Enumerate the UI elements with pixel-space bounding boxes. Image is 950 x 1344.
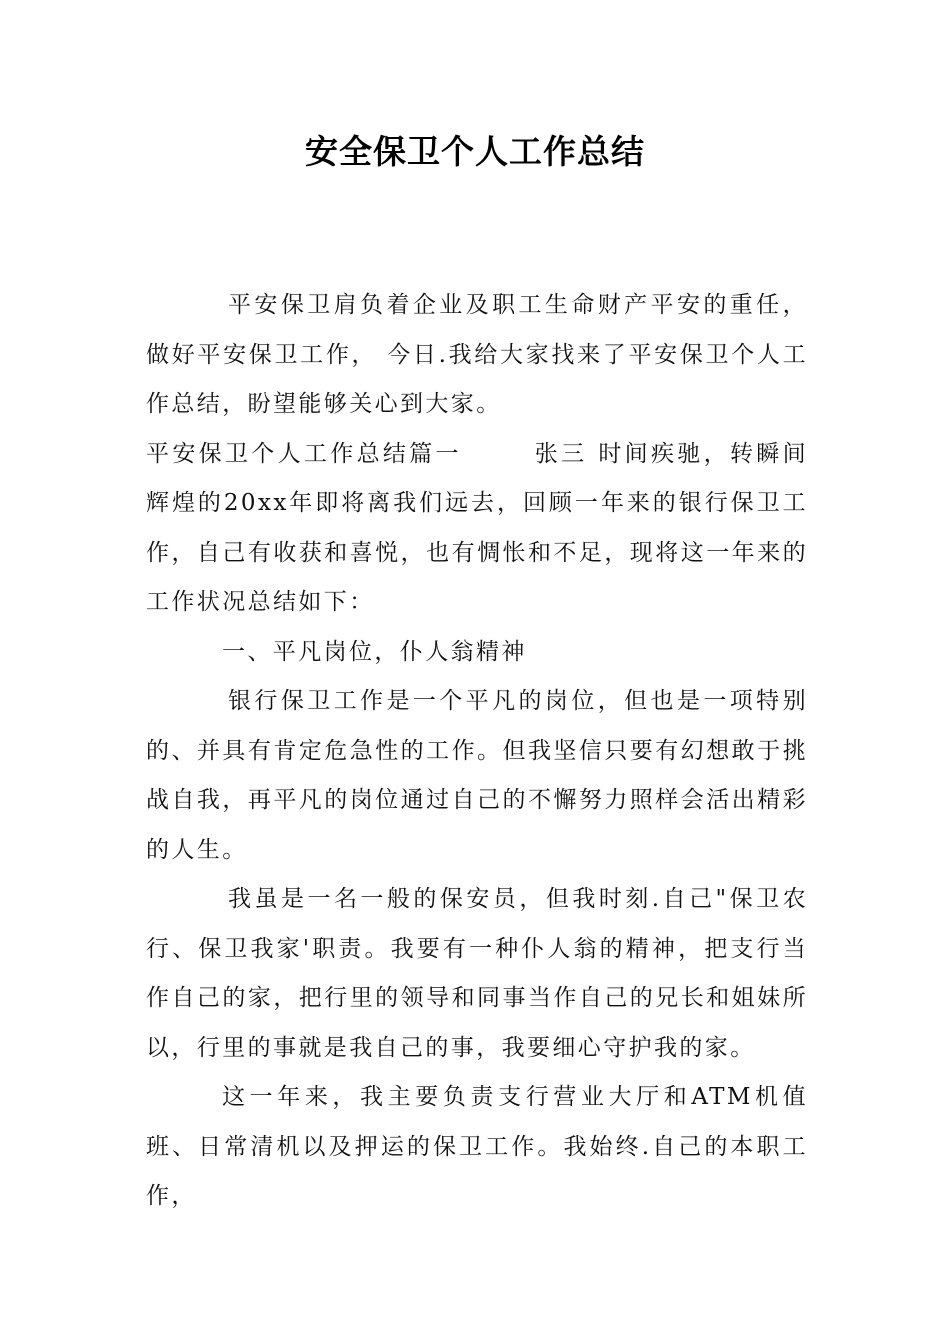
section-heading: 一、平凡岗位，仆人翁精神 <box>222 638 527 665</box>
opening-paragraph: 时间疾驰，转瞬间辉煌的20xx年即将离我们远去，回顾一年来的银行保卫工作，自己有收获和喜悦，也有惆怅和不足，现将这一年来的工作状况总结如下： <box>146 440 808 615</box>
body-paragraph-3: 这一年来，我主要负责支行营业大厅和ATM机值班、日常清机以及押运的保卫工作。我始终.自己的本职工作， <box>146 1084 808 1209</box>
article-heading-line <box>146 430 808 628</box>
article-heading: 平安保卫个人工作总结篇一 <box>146 440 462 467</box>
author-name: 张三 <box>533 440 588 467</box>
body-paragraph-1: 银行保卫工作是一个平凡的岗位，但也是一项特别的、并具有肯定危急性的工作。但我坚信只要有幻想敢于挑战自我，再平凡的岗位通过自己的不懈努力照样会活出精彩的人生。 <box>146 688 808 863</box>
body-paragraph-2: 我虽是一名一般的保安员，但我时刻.自己"保卫农行、保卫我家'职责。我要有一种仆人翁的精神，把支行当作自己的家，把行里的领导和同事当作自己的兄长和姐妹所以，行里的事就是我自己的事，我要细心守护我的家。 <box>146 886 808 1061</box>
document-body <box>146 281 808 1222</box>
document-title: 安全保卫个人工作总结 <box>305 132 645 171</box>
intro-paragraph: 平安保卫肩负着企业及职工生命财产平安的重任，做好平安保卫工作， 今日.我给大家找来了平安保卫个人工作总结，盼望能够关心到大家。 <box>146 292 808 417</box>
